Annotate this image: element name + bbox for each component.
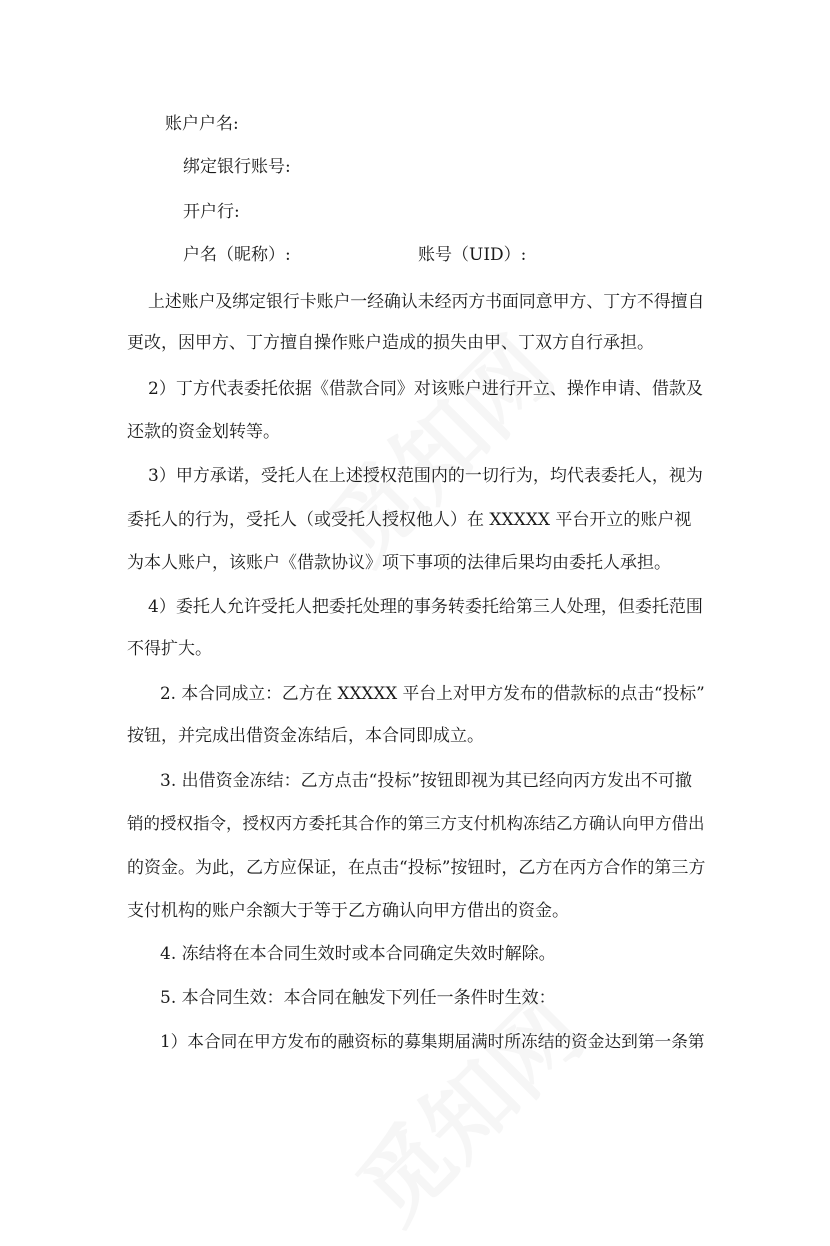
field-account-name: 账户户名:	[165, 114, 239, 134]
paragraph-line: 2. 本合同成立：乙方在 XXXXX 平台上对甲方发布的借款标的点击“投标”	[160, 683, 705, 703]
paragraph-line: 4）委托人允许受托人把委托处理的事务转委托给第三人处理，但委托范围	[148, 597, 703, 617]
paragraph-line: 4. 冻结将在本合同生效时或本合同确定失效时解除。	[160, 944, 556, 964]
paragraph-line: 更改，因甲方、丁方擅自操作账户造成的损失由甲、丁双方自行承担。	[127, 333, 654, 353]
paragraph-line: 2）丁方代表委托依据《借款合同》对该账户进行开立、操作申请、借款及	[148, 379, 703, 399]
paragraph-line: 3. 出借资金冻结：乙方点击“投标”按钮即视为其已经向丙方发出不可撤	[160, 771, 693, 791]
paragraph-line: 1）本合同在甲方发布的融资标的募集期届满时所冻结的资金达到第一条第	[160, 1032, 705, 1051]
paragraph-line: 还款的资金划转等。	[127, 422, 280, 442]
paragraph-line: 3）甲方承诺，受托人在上述授权范围内的一切行为，均代表委托人，视为	[148, 466, 703, 486]
paragraph-line: 按钮，并完成出借资金冻结后，本合同即成立。	[127, 726, 484, 746]
field-bank-account: 绑定银行账号:	[183, 157, 291, 177]
paragraph-line: 5. 本合同生效：本合同在触发下列任一条件时生效：	[160, 988, 556, 1008]
paragraph-line: 支付机构的账户余额大于等于乙方确认向甲方借出的资金。	[127, 901, 569, 921]
paragraph-line: 委托人的行为，受托人（或受托人授权他人）在 XXXXX 平台开立的账户视	[127, 510, 692, 530]
paragraph-line: 为本人账户，该账户《借款协议》项下事项的法律后果均由委托人承担。	[127, 553, 671, 573]
paragraph-line: 上述账户及绑定银行卡账户一经确认未经丙方书面同意甲方、丁方不得擅自	[148, 291, 705, 311]
field-bank-branch: 开户行:	[183, 202, 240, 222]
paragraph-line: 不得扩大。	[127, 639, 212, 659]
paragraph-line: 的资金。为此，乙方应保证，在点击“投标”按钮时，乙方在丙方合作的第三方	[127, 858, 706, 878]
paragraph-line: 销的授权指令，授权丙方委托其合作的第三方支付机构冻结乙方确认向甲方借出	[127, 814, 705, 833]
field-nickname: 户名（昵称）:	[183, 245, 291, 265]
field-uid: 账号（UID）:	[418, 245, 527, 265]
